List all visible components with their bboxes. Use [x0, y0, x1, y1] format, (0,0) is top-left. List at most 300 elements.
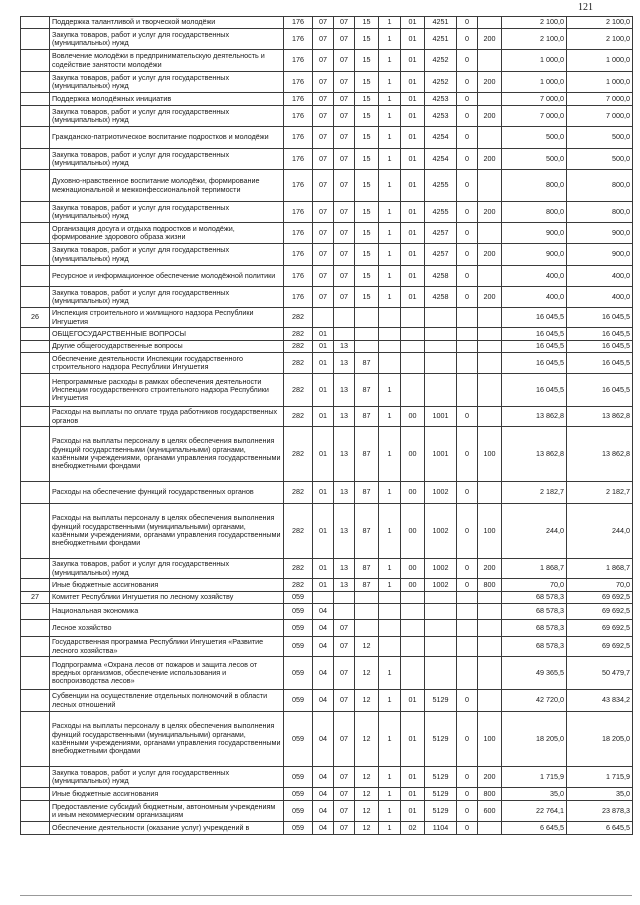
table-row — [21, 308, 633, 328]
expense-type-code-cell: 200 — [478, 559, 502, 579]
expense-type-code-cell: 100 — [478, 712, 502, 767]
amount-year2-cell: 400,0 — [567, 266, 633, 287]
expense-name-cell: Организация досуга и отдыха подростков и молодёжи, формирование здорового образа жизни — [50, 223, 284, 244]
program-code-cell: 15 — [355, 266, 379, 287]
row-number-cell — [21, 657, 50, 690]
direction-suffix-cell — [457, 657, 478, 690]
program-code-cell: 15 — [355, 170, 379, 202]
amount-year2-cell: 16 045,5 — [567, 341, 633, 353]
subsection-code-cell — [334, 592, 355, 604]
admin-code-cell: 176 — [284, 93, 313, 106]
subprogram-code-cell: 1 — [379, 127, 401, 149]
event-code-cell: 01 — [401, 17, 425, 29]
table-row — [21, 604, 633, 620]
expense-name-cell: Закупка товаров, работ и услуг для государственных (муниципальных) нужд — [50, 202, 284, 223]
direction-suffix-cell: 0 — [457, 149, 478, 170]
row-number-cell — [21, 223, 50, 244]
row-number-cell — [21, 50, 50, 72]
event-code-cell: 01 — [401, 106, 425, 127]
direction-code-cell: 4255 — [425, 202, 457, 223]
direction-suffix-cell: 0 — [457, 822, 478, 835]
row-number-cell — [21, 127, 50, 149]
amount-year2-cell: 500,0 — [567, 149, 633, 170]
table-row — [21, 223, 633, 244]
direction-code-cell: 5129 — [425, 690, 457, 712]
direction-code-cell — [425, 328, 457, 341]
event-code-cell: 01 — [401, 690, 425, 712]
direction-suffix-cell: 0 — [457, 93, 478, 106]
amount-year1-cell: 500,0 — [502, 149, 567, 170]
direction-code-cell — [425, 604, 457, 620]
amount-year1-cell: 900,0 — [502, 223, 567, 244]
direction-suffix-cell — [457, 308, 478, 328]
table-row — [21, 559, 633, 579]
direction-code-cell: 4255 — [425, 170, 457, 202]
admin-code-cell: 282 — [284, 374, 313, 407]
program-code-cell: 15 — [355, 127, 379, 149]
amount-year2-cell: 69 692,5 — [567, 620, 633, 637]
expense-name-cell: Расходы на обеспечение функций государственных органов — [50, 482, 284, 504]
page-bottom-rule — [20, 895, 632, 896]
table-row — [21, 328, 633, 341]
admin-code-cell: 176 — [284, 170, 313, 202]
subprogram-code-cell: 1 — [379, 266, 401, 287]
table-row — [21, 690, 633, 712]
amount-year1-cell: 70,0 — [502, 579, 567, 592]
admin-code-cell: 176 — [284, 202, 313, 223]
program-code-cell: 12 — [355, 767, 379, 788]
admin-code-cell: 282 — [284, 559, 313, 579]
subprogram-code-cell: 1 — [379, 106, 401, 127]
row-number-cell — [21, 328, 50, 341]
direction-suffix-cell: 0 — [457, 690, 478, 712]
amount-year1-cell: 49 365,5 — [502, 657, 567, 690]
program-code-cell: 87 — [355, 407, 379, 427]
admin-code-cell: 282 — [284, 579, 313, 592]
admin-code-cell: 282 — [284, 482, 313, 504]
subprogram-code-cell: 1 — [379, 822, 401, 835]
program-code-cell — [355, 620, 379, 637]
subsection-code-cell: 07 — [334, 637, 355, 657]
direction-code-cell: 4257 — [425, 223, 457, 244]
subprogram-code-cell — [379, 604, 401, 620]
row-number-cell — [21, 341, 50, 353]
subprogram-code-cell — [379, 592, 401, 604]
direction-code-cell: 4254 — [425, 127, 457, 149]
event-code-cell: 01 — [401, 29, 425, 50]
direction-code-cell — [425, 353, 457, 374]
admin-code-cell: 176 — [284, 106, 313, 127]
event-code-cell — [401, 328, 425, 341]
subprogram-code-cell: 1 — [379, 50, 401, 72]
amount-year1-cell: 400,0 — [502, 266, 567, 287]
subprogram-code-cell: 1 — [379, 17, 401, 29]
amount-year1-cell: 7 000,0 — [502, 106, 567, 127]
amount-year2-cell: 1 715,9 — [567, 767, 633, 788]
admin-code-cell: 059 — [284, 690, 313, 712]
budget-table — [20, 16, 633, 835]
section-code-cell: 07 — [313, 287, 334, 308]
amount-year1-cell: 244,0 — [502, 504, 567, 559]
expense-name-cell: Подпрограмма «Охрана лесов от пожаров и защита лесов от вредных организмов, обеспечение использования и воспроизводства лесов» — [50, 657, 284, 690]
section-code-cell: 07 — [313, 17, 334, 29]
direction-code-cell: 1104 — [425, 822, 457, 835]
subsection-code-cell: 07 — [334, 223, 355, 244]
amount-year2-cell: 1 868,7 — [567, 559, 633, 579]
program-code-cell: 87 — [355, 559, 379, 579]
row-number-cell — [21, 72, 50, 93]
amount-year2-cell: 69 692,5 — [567, 592, 633, 604]
subprogram-code-cell: 1 — [379, 407, 401, 427]
program-code-cell: 15 — [355, 223, 379, 244]
direction-suffix-cell: 0 — [457, 50, 478, 72]
section-code-cell: 04 — [313, 690, 334, 712]
expense-name-cell: Закупка товаров, работ и услуг для государственных (муниципальных) нужд — [50, 287, 284, 308]
table-row — [21, 657, 633, 690]
section-code-cell: 01 — [313, 427, 334, 482]
table-row — [21, 822, 633, 835]
expense-type-code-cell: 200 — [478, 106, 502, 127]
table-row — [21, 170, 633, 202]
direction-code-cell: 1001 — [425, 427, 457, 482]
direction-code-cell — [425, 592, 457, 604]
section-code-cell: 01 — [313, 504, 334, 559]
section-code-cell: 04 — [313, 788, 334, 801]
subprogram-code-cell: 1 — [379, 72, 401, 93]
direction-code-cell: 5129 — [425, 767, 457, 788]
program-code-cell: 15 — [355, 29, 379, 50]
expense-type-code-cell: 100 — [478, 427, 502, 482]
direction-suffix-cell — [457, 604, 478, 620]
page-number: 121 — [578, 2, 593, 13]
program-code-cell: 15 — [355, 106, 379, 127]
table-row — [21, 93, 633, 106]
amount-year2-cell: 900,0 — [567, 223, 633, 244]
subsection-code-cell: 07 — [334, 690, 355, 712]
expense-name-cell: Инспекция строительного и жилищного надзора Республики Ингушетия — [50, 308, 284, 328]
subprogram-code-cell: 1 — [379, 788, 401, 801]
direction-code-cell: 4253 — [425, 93, 457, 106]
event-code-cell — [401, 604, 425, 620]
section-code-cell — [313, 592, 334, 604]
amount-year1-cell: 42 720,0 — [502, 690, 567, 712]
row-number-cell — [21, 579, 50, 592]
subsection-code-cell: 07 — [334, 106, 355, 127]
admin-code-cell: 282 — [284, 341, 313, 353]
event-code-cell: 00 — [401, 482, 425, 504]
amount-year2-cell: 18 205,0 — [567, 712, 633, 767]
expense-name-cell: Ресурсное и информационное обеспечение молодёжной политики — [50, 266, 284, 287]
admin-code-cell: 059 — [284, 788, 313, 801]
subsection-code-cell: 07 — [334, 788, 355, 801]
row-number-cell — [21, 767, 50, 788]
amount-year2-cell: 400,0 — [567, 287, 633, 308]
expense-type-code-cell — [478, 353, 502, 374]
direction-code-cell: 1002 — [425, 504, 457, 559]
subsection-code-cell: 07 — [334, 17, 355, 29]
section-code-cell: 04 — [313, 637, 334, 657]
table-row — [21, 50, 633, 72]
direction-code-cell: 1001 — [425, 407, 457, 427]
program-code-cell: 12 — [355, 657, 379, 690]
expense-name-cell: Обеспечение деятельности (оказание услуг) учреждений в — [50, 822, 284, 835]
event-code-cell: 01 — [401, 72, 425, 93]
subprogram-code-cell — [379, 308, 401, 328]
amount-year1-cell: 16 045,5 — [502, 328, 567, 341]
section-code-cell: 04 — [313, 822, 334, 835]
table-row — [21, 788, 633, 801]
subprogram-code-cell: 1 — [379, 244, 401, 266]
direction-suffix-cell: 0 — [457, 170, 478, 202]
section-code-cell: 04 — [313, 620, 334, 637]
expense-name-cell: Лесное хозяйство — [50, 620, 284, 637]
table-row — [21, 767, 633, 788]
amount-year2-cell: 43 834,2 — [567, 690, 633, 712]
amount-year2-cell: 16 045,5 — [567, 308, 633, 328]
admin-code-cell: 282 — [284, 504, 313, 559]
amount-year1-cell: 500,0 — [502, 127, 567, 149]
program-code-cell: 87 — [355, 579, 379, 592]
amount-year2-cell: 35,0 — [567, 788, 633, 801]
program-code-cell: 12 — [355, 637, 379, 657]
direction-code-cell: 1002 — [425, 482, 457, 504]
program-code-cell — [355, 604, 379, 620]
expense-type-code-cell — [478, 93, 502, 106]
subsection-code-cell: 13 — [334, 482, 355, 504]
direction-code-cell — [425, 620, 457, 637]
expense-name-cell: Национальная экономика — [50, 604, 284, 620]
amount-year2-cell: 900,0 — [567, 244, 633, 266]
program-code-cell: 15 — [355, 149, 379, 170]
direction-code-cell: 4257 — [425, 244, 457, 266]
program-code-cell: 12 — [355, 822, 379, 835]
row-number-cell — [21, 427, 50, 482]
event-code-cell: 01 — [401, 170, 425, 202]
amount-year1-cell: 1 000,0 — [502, 50, 567, 72]
table-row — [21, 17, 633, 29]
amount-year1-cell: 2 182,7 — [502, 482, 567, 504]
section-code-cell: 04 — [313, 604, 334, 620]
subprogram-code-cell: 1 — [379, 93, 401, 106]
expense-name-cell: Закупка товаров, работ и услуг для государственных (муниципальных) нужд — [50, 244, 284, 266]
expense-name-cell: Закупка товаров, работ и услуг для государственных (муниципальных) нужд — [50, 29, 284, 50]
direction-code-cell: 4258 — [425, 266, 457, 287]
subprogram-code-cell: 1 — [379, 374, 401, 407]
direction-code-cell: 5129 — [425, 801, 457, 822]
direction-suffix-cell — [457, 341, 478, 353]
table-row — [21, 592, 633, 604]
program-code-cell: 87 — [355, 374, 379, 407]
table-row — [21, 374, 633, 407]
subsection-code-cell: 07 — [334, 801, 355, 822]
section-code-cell: 01 — [313, 579, 334, 592]
admin-code-cell: 176 — [284, 17, 313, 29]
subprogram-code-cell: 1 — [379, 767, 401, 788]
expense-name-cell: Вовлечение молодёжи в предпринимательскую деятельность и содействие занятости молодёжи — [50, 50, 284, 72]
direction-suffix-cell: 0 — [457, 29, 478, 50]
table-row — [21, 202, 633, 223]
subsection-code-cell: 07 — [334, 767, 355, 788]
table-row — [21, 504, 633, 559]
event-code-cell: 01 — [401, 287, 425, 308]
expense-type-code-cell — [478, 690, 502, 712]
subsection-code-cell: 07 — [334, 29, 355, 50]
event-code-cell — [401, 637, 425, 657]
subprogram-code-cell: 1 — [379, 427, 401, 482]
subsection-code-cell: 07 — [334, 170, 355, 202]
row-number-cell — [21, 170, 50, 202]
amount-year2-cell: 800,0 — [567, 202, 633, 223]
expense-name-cell: Закупка товаров, работ и услуг для государственных (муниципальных) нужд — [50, 149, 284, 170]
direction-suffix-cell: 0 — [457, 407, 478, 427]
direction-suffix-cell: 0 — [457, 266, 478, 287]
amount-year1-cell: 68 578,3 — [502, 604, 567, 620]
amount-year2-cell: 13 862,8 — [567, 427, 633, 482]
amount-year1-cell: 7 000,0 — [502, 93, 567, 106]
amount-year2-cell: 16 045,5 — [567, 374, 633, 407]
event-code-cell — [401, 620, 425, 637]
expense-type-code-cell: 200 — [478, 202, 502, 223]
admin-code-cell: 282 — [284, 353, 313, 374]
row-number-cell: 27 — [21, 592, 50, 604]
table-row — [21, 427, 633, 482]
subsection-code-cell: 07 — [334, 127, 355, 149]
expense-name-cell: Гражданско-патриотическое воспитание подростков и молодёжи — [50, 127, 284, 149]
table-row — [21, 801, 633, 822]
section-code-cell: 01 — [313, 374, 334, 407]
event-code-cell: 01 — [401, 801, 425, 822]
subsection-code-cell: 07 — [334, 266, 355, 287]
direction-suffix-cell — [457, 637, 478, 657]
expense-name-cell: Обеспечение деятельности Инспекции государственного строительного надзора Республики Ингушетия — [50, 353, 284, 374]
expense-type-code-cell — [478, 604, 502, 620]
amount-year1-cell: 16 045,5 — [502, 374, 567, 407]
program-code-cell: 12 — [355, 788, 379, 801]
admin-code-cell: 176 — [284, 29, 313, 50]
subprogram-code-cell — [379, 341, 401, 353]
program-code-cell — [355, 328, 379, 341]
subsection-code-cell: 13 — [334, 559, 355, 579]
direction-code-cell — [425, 374, 457, 407]
expense-name-cell: Государственная программа Республики Ингушетия «Развитие лесного хозяйства» — [50, 637, 284, 657]
table-row — [21, 620, 633, 637]
subsection-code-cell: 07 — [334, 202, 355, 223]
expense-type-code-cell — [478, 407, 502, 427]
program-code-cell: 15 — [355, 50, 379, 72]
row-number-cell — [21, 202, 50, 223]
program-code-cell: 87 — [355, 504, 379, 559]
program-code-cell: 15 — [355, 244, 379, 266]
row-number-cell — [21, 244, 50, 266]
expense-type-code-cell — [478, 17, 502, 29]
subsection-code-cell: 07 — [334, 93, 355, 106]
subprogram-code-cell: 1 — [379, 712, 401, 767]
direction-suffix-cell: 0 — [457, 127, 478, 149]
event-code-cell — [401, 308, 425, 328]
section-code-cell: 01 — [313, 341, 334, 353]
admin-code-cell: 059 — [284, 637, 313, 657]
expense-type-code-cell: 200 — [478, 149, 502, 170]
subprogram-code-cell: 1 — [379, 657, 401, 690]
program-code-cell — [355, 308, 379, 328]
section-code-cell: 07 — [313, 93, 334, 106]
subprogram-code-cell: 1 — [379, 801, 401, 822]
direction-code-cell: 1002 — [425, 559, 457, 579]
direction-suffix-cell: 0 — [457, 244, 478, 266]
event-code-cell — [401, 657, 425, 690]
admin-code-cell: 059 — [284, 604, 313, 620]
subprogram-code-cell: 1 — [379, 504, 401, 559]
expense-name-cell: Другие общегосударственные вопросы — [50, 341, 284, 353]
subprogram-code-cell: 1 — [379, 690, 401, 712]
amount-year2-cell: 70,0 — [567, 579, 633, 592]
amount-year1-cell: 16 045,5 — [502, 341, 567, 353]
table-row — [21, 244, 633, 266]
section-code-cell: 07 — [313, 127, 334, 149]
subsection-code-cell: 07 — [334, 149, 355, 170]
amount-year2-cell: 7 000,0 — [567, 93, 633, 106]
expense-name-cell: Закупка товаров, работ и услуг для государственных (муниципальных) нужд — [50, 72, 284, 93]
subsection-code-cell: 07 — [334, 287, 355, 308]
amount-year2-cell: 16 045,5 — [567, 353, 633, 374]
expense-name-cell: Расходы на выплаты по оплате труда работников государственных органов — [50, 407, 284, 427]
amount-year2-cell: 16 045,5 — [567, 328, 633, 341]
row-number-cell — [21, 374, 50, 407]
row-number-cell — [21, 801, 50, 822]
section-code-cell: 07 — [313, 106, 334, 127]
expense-name-cell: Предоставление субсидий бюджетным, автономным учреждениям и иным некоммерческим организациям — [50, 801, 284, 822]
admin-code-cell: 059 — [284, 620, 313, 637]
event-code-cell: 01 — [401, 149, 425, 170]
amount-year2-cell: 7 000,0 — [567, 106, 633, 127]
section-code-cell: 04 — [313, 801, 334, 822]
event-code-cell: 00 — [401, 559, 425, 579]
direction-suffix-cell: 0 — [457, 106, 478, 127]
amount-year2-cell: 1 000,0 — [567, 50, 633, 72]
amount-year2-cell: 50 479,7 — [567, 657, 633, 690]
section-code-cell: 07 — [313, 29, 334, 50]
section-code-cell — [313, 308, 334, 328]
expense-name-cell: Духовно-нравственное воспитание молодёжи, формирование межнациональной и межконфессиональной терпимости — [50, 170, 284, 202]
table-row — [21, 341, 633, 353]
amount-year1-cell: 68 578,3 — [502, 620, 567, 637]
subsection-code-cell: 13 — [334, 407, 355, 427]
admin-code-cell: 282 — [284, 427, 313, 482]
subprogram-code-cell — [379, 353, 401, 374]
subsection-code-cell — [334, 308, 355, 328]
amount-year2-cell: 1 000,0 — [567, 72, 633, 93]
direction-code-cell: 5129 — [425, 712, 457, 767]
row-number-cell — [21, 822, 50, 835]
expense-type-code-cell — [478, 223, 502, 244]
amount-year1-cell: 800,0 — [502, 170, 567, 202]
subprogram-code-cell: 1 — [379, 559, 401, 579]
subsection-code-cell: 07 — [334, 657, 355, 690]
admin-code-cell: 059 — [284, 592, 313, 604]
table-row — [21, 127, 633, 149]
table-row — [21, 353, 633, 374]
expense-name-cell: Иные бюджетные ассигнования — [50, 788, 284, 801]
event-code-cell — [401, 341, 425, 353]
amount-year1-cell: 68 578,3 — [502, 592, 567, 604]
admin-code-cell: 059 — [284, 801, 313, 822]
table-row — [21, 106, 633, 127]
direction-code-cell — [425, 657, 457, 690]
direction-suffix-cell: 0 — [457, 72, 478, 93]
expense-type-code-cell — [478, 266, 502, 287]
direction-code-cell: 1002 — [425, 579, 457, 592]
expense-name-cell: Расходы на выплаты персоналу в целях обеспечения выполнения функций государственными (муниципальными) органами, казёнными учреждениями, органами управления государственными внебюджетными фондами — [50, 427, 284, 482]
